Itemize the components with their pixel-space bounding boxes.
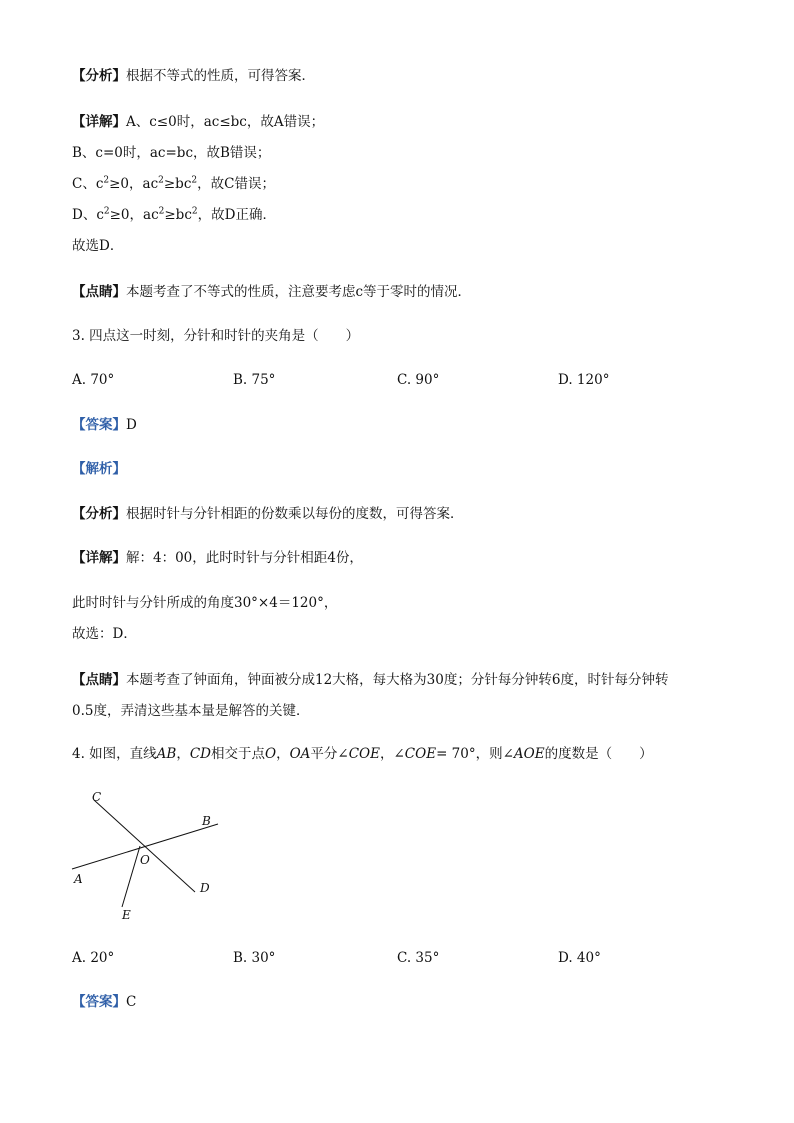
comment-text: 本题考查了不等式的性质，注意要考虑c等于零时的情况． — [126, 284, 472, 300]
comment-text-2: 0.5度，弄清这些基本量是解答的关键． — [72, 703, 310, 719]
q3-option-b: B. 75° — [233, 372, 276, 388]
q4-option-c: C. 35° — [397, 950, 440, 966]
q4-point-o: O — [265, 746, 277, 762]
detail-d-post: ，故D正确． — [197, 207, 276, 223]
detail-c-mid2: ≥bc — [163, 176, 192, 192]
q3-detail-line — [72, 549, 363, 567]
detail-line-b — [72, 144, 270, 162]
q4-sep: ， — [276, 746, 290, 762]
detail-b: B、c=0时，ac=bc，故B错误； — [72, 145, 271, 161]
q3-option-a: A. 70° — [72, 372, 115, 388]
jiexi-tag: 【解析】 — [72, 461, 126, 477]
q4-line-cd: CD — [189, 746, 211, 762]
q4-text: 平分 — [310, 746, 338, 762]
q4-option-a: A. 20° — [72, 950, 115, 966]
q4-option-d: D. 40° — [558, 950, 601, 966]
superscript: 2 — [158, 206, 165, 217]
q4-ray-oa: OA — [289, 746, 311, 762]
superscript: 2 — [158, 175, 164, 186]
line-cd — [94, 800, 195, 892]
q4-angle-aoe: ∠AOE — [502, 746, 545, 762]
detail-line-a — [72, 113, 324, 131]
q4-line-ab: AB — [156, 746, 177, 762]
choose-text: 故选D． — [72, 238, 124, 254]
detail-c-post: ，故C错误； — [197, 176, 275, 192]
comment-line-1 — [72, 283, 471, 301]
analysis-text: 根据时针与分针相距的份数乘以每份的度数，可得答案． — [126, 506, 464, 522]
q3-choose-line — [72, 625, 137, 643]
analysis-text: 根据不等式的性质，可得答案． — [126, 68, 315, 84]
q4-option-b: B. 30° — [233, 950, 276, 966]
detail-d-pre: D、c — [72, 207, 104, 223]
q3-jiexi-line — [72, 460, 126, 478]
q3-option-c: C. 90° — [397, 372, 440, 388]
q4-text: 相交于点 — [211, 746, 265, 762]
q3-option-d: D. 120° — [558, 372, 610, 388]
comment-text: 本题考查了钟面角，钟面被分成12大格，每大格为30度；分针每分钟转6度，时针每分钟转 — [126, 672, 669, 688]
label-o: O — [140, 853, 150, 867]
answer-tag: 【答案】 — [72, 417, 126, 433]
detail-tag: 【详解】 — [72, 114, 126, 130]
ray-oe — [122, 846, 140, 907]
analysis-tag: 【分析】 — [72, 68, 126, 84]
superscript: 2 — [191, 175, 198, 186]
label-c: C — [92, 790, 102, 804]
q3-stem-text: 3. 四点这一时刻，分针和时针的夹角是（ ） — [72, 328, 360, 344]
q3-comment-line — [72, 671, 668, 689]
question-3-stem — [72, 327, 359, 345]
label-b: B — [202, 814, 211, 828]
detail-tag: 【详解】 — [72, 550, 126, 566]
choose-line-1 — [72, 237, 123, 255]
answer-value: D — [126, 417, 137, 433]
q4-answer-line — [72, 993, 136, 1011]
q4-sep: ， — [379, 746, 394, 762]
detail-d-mid: ≥0，ac — [109, 207, 159, 223]
detail-d-mid2: ≥bc — [164, 207, 192, 223]
q4-angle-coe-2: ∠COE — [393, 746, 437, 762]
q4-angle-coe: ∠COE — [337, 746, 380, 762]
detail-a: A、c≤0时，ac≤bc，故A错误； — [126, 114, 325, 130]
choose-text: 故选：D． — [72, 626, 137, 642]
question-4-stem — [72, 745, 653, 763]
detail-text-2: 此时时针与分针所成的角度30°×4＝120°， — [72, 595, 338, 611]
q3-detail-line-2 — [72, 594, 337, 612]
q3-answer-line — [72, 416, 137, 434]
label-a: A — [74, 872, 83, 886]
detail-line-d — [72, 206, 276, 224]
superscript: 2 — [103, 175, 110, 186]
superscript: 2 — [191, 206, 198, 217]
q4-text: ，则 — [475, 746, 503, 762]
superscript: 2 — [103, 206, 110, 217]
detail-line-c — [72, 175, 275, 193]
answer-value: C — [126, 994, 137, 1010]
q4-figure — [60, 782, 240, 927]
q3-analysis-line — [72, 505, 464, 523]
q4-sep: ， — [176, 746, 190, 762]
analysis-tag: 【分析】 — [72, 506, 126, 522]
q4-equals: = 70° — [436, 746, 476, 762]
detail-text: 解：4：00，此时时针与分针相距4份， — [126, 550, 363, 566]
detail-c-pre: C、c — [72, 176, 104, 192]
label-d: D — [200, 881, 210, 895]
q3-comment-line-2 — [72, 702, 309, 720]
q4-text: 的度数是（ ） — [544, 746, 653, 762]
comment-tag: 【点睛】 — [72, 284, 126, 300]
detail-c-mid: ≥0，ac — [109, 176, 159, 192]
comment-tag: 【点睛】 — [72, 672, 126, 688]
label-e: E — [122, 908, 131, 922]
analysis-line-1 — [72, 67, 315, 85]
q4-text: 4. 如图，直线 — [72, 746, 157, 762]
answer-tag: 【答案】 — [72, 994, 126, 1010]
